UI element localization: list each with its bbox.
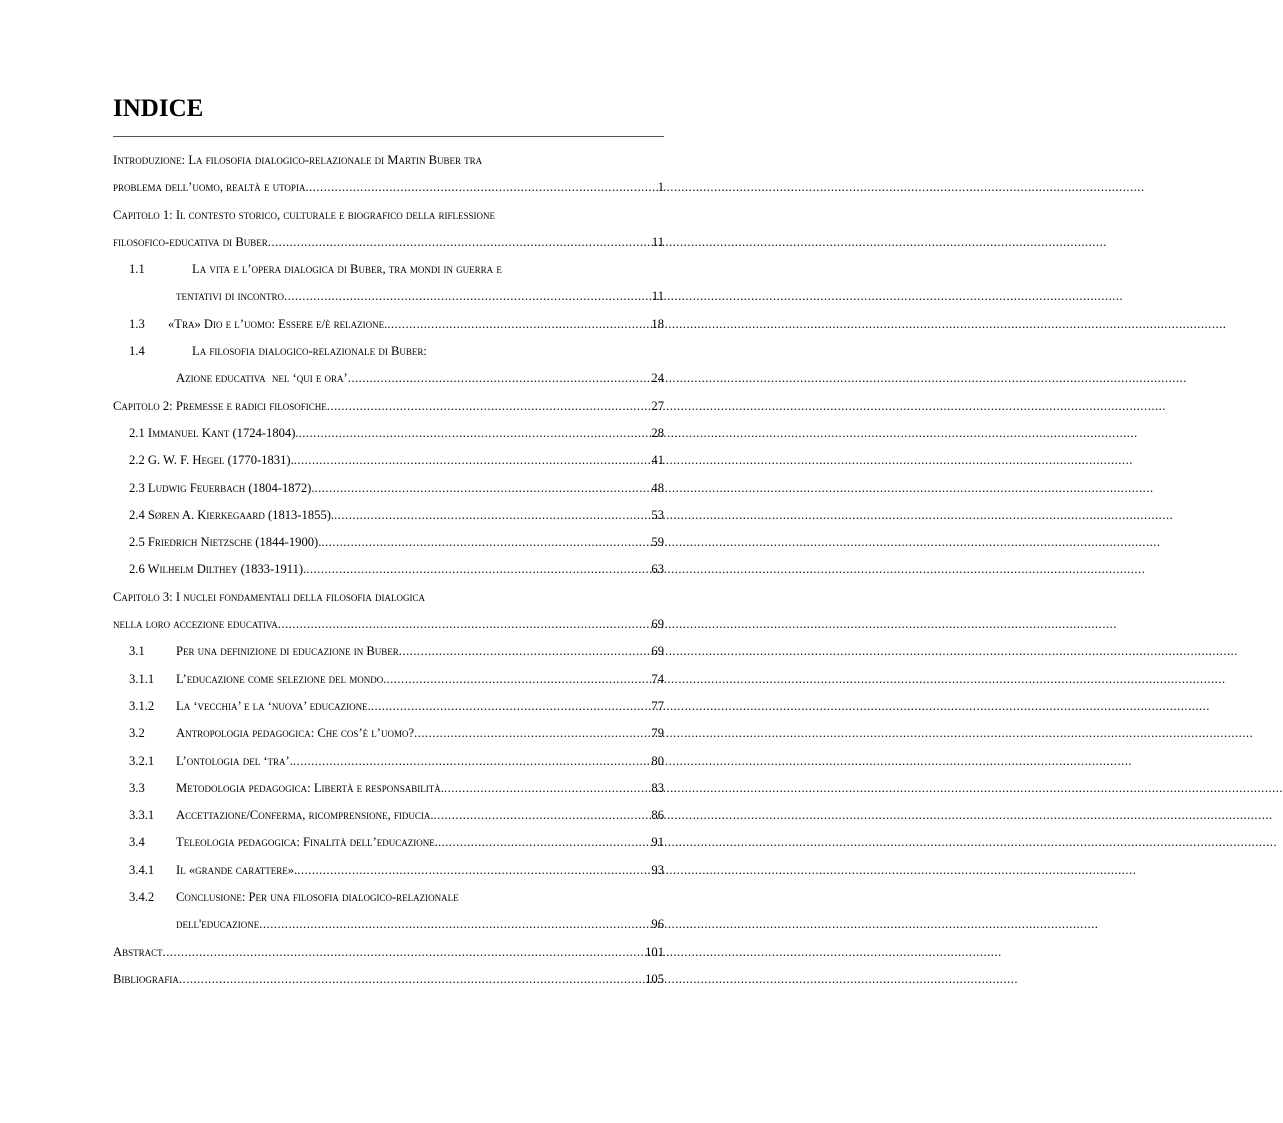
toc-page-number: 53: [651, 507, 664, 522]
toc-entry-1-4[interactable]: [113, 338, 664, 365]
dot-leader: [321, 529, 650, 556]
dot-leader: [294, 447, 651, 474]
toc-entry-3-4[interactable]: [113, 829, 664, 856]
toc-page-number: 105: [645, 971, 664, 986]
dot-leader: [284, 283, 651, 310]
toc-page-number: 80: [651, 753, 664, 768]
toc-entry-capitolo-3-cont[interactable]: [113, 611, 664, 638]
toc-page-number: 69: [651, 644, 664, 659]
toc-entry-capitolo-2[interactable]: [113, 393, 664, 420]
toc-entry-1-1[interactable]: [113, 256, 664, 283]
dot-leader: [179, 966, 644, 993]
toc-section-number: 3.2.1: [129, 753, 155, 768]
toc-page-number: 83: [651, 780, 664, 795]
toc-entry-2-2[interactable]: [113, 447, 664, 474]
toc-entry-text: 2.1 Immanuel Kant (1724-1804).: [129, 425, 299, 440]
toc-entry-capitolo-1-cont[interactable]: [113, 229, 664, 256]
toc-entry-text: Accettazione/Conferma, ricomprensione, fiducia.: [176, 808, 434, 823]
toc-entry-3-3[interactable]: [113, 775, 664, 802]
toc-entry-text: Capitolo 1: Il contesto storico, culturale e biografico della riflessione: [113, 207, 496, 222]
toc-page-number: 101: [645, 944, 664, 959]
toc-entry-text: dell'educazione: [176, 917, 260, 932]
dot-leader: [163, 939, 645, 966]
toc-page-number: 27: [651, 398, 664, 413]
toc-page-number: 63: [651, 562, 664, 577]
document-page: [113, 92, 664, 993]
toc-entry-3-3-1[interactable]: [113, 802, 664, 829]
toc-entry-text: Metodologia pedagogica: Libertà e responsabilità.: [176, 780, 444, 795]
dot-leader: [297, 857, 650, 884]
toc-entry-text: La vita e l’opera dialogica di Buber, tra mondi in guerra e: [192, 262, 502, 277]
toc-entry-2-1[interactable]: [113, 420, 664, 447]
toc-entry-text: Conclusione: Per una filosofia dialogico-relazionale: [176, 890, 459, 905]
toc-entry-1-1-cont[interactable]: [113, 283, 664, 310]
toc-section-number: 3.1.2: [129, 698, 155, 713]
toc-entry-text: filosofico-educativa di Buber: [113, 234, 268, 249]
toc-section-number: 3.3: [129, 780, 145, 795]
toc-page-number: 48: [651, 480, 664, 495]
toc-entry-2-4[interactable]: [113, 502, 664, 529]
toc-page-number: 24: [651, 371, 664, 386]
toc-entry-text: problema dell’uomo, realtà e utopia: [113, 180, 306, 195]
table-of-contents: [113, 147, 664, 993]
toc-entry-text: Capitolo 2: Premesse e radici filosofiche: [113, 398, 327, 413]
toc-entry-text: Bibliografia: [113, 971, 179, 986]
toc-entry-capitolo-1[interactable]: [113, 202, 664, 229]
toc-page-number: 11: [651, 234, 664, 249]
toc-page-number: 86: [651, 808, 664, 823]
toc-section-number: 1.4: [129, 344, 145, 359]
toc-entry-text: La filosofia dialogico-relazionale di Buber:: [192, 344, 427, 359]
dot-leader: [293, 748, 651, 775]
toc-entry-1-3[interactable]: [113, 311, 664, 338]
toc-entry-bibliografia[interactable]: [113, 966, 664, 993]
toc-entry-text: 2.2 G. W. F. Hegel (1770-1831).: [129, 453, 294, 468]
dot-leader: [371, 693, 651, 720]
toc-entry-text: Il «grande carattere».: [176, 862, 298, 877]
dot-leader: [305, 174, 656, 201]
toc-entry-text: tentativi di incontro: [176, 289, 285, 304]
toc-entry-text: Capitolo 3: I nuclei fondamentali della filosofia dialogica: [113, 589, 426, 604]
dot-leader: [259, 911, 650, 938]
dot-leader: [334, 502, 650, 529]
toc-entry-text: La ‘vecchia’ e la ‘nuova’ educazione.: [176, 698, 371, 713]
dot-leader: [399, 638, 651, 665]
toc-section-number: 3.4.2: [129, 890, 155, 905]
dot-leader: [434, 802, 651, 829]
toc-entry-text: nella loro accezione educativa: [113, 617, 278, 632]
toc-entry-2-6[interactable]: [113, 556, 664, 583]
toc-entry-text: 2.3 Ludwig Feuerbach (1804-1872).: [129, 480, 315, 495]
toc-entry-3-2[interactable]: [113, 720, 664, 747]
toc-page-number: 1: [657, 180, 664, 195]
toc-section-number: 3.3.1: [129, 808, 155, 823]
toc-entry-3-4-2[interactable]: [113, 884, 664, 911]
title-divider: [113, 136, 664, 137]
dot-leader: [278, 611, 651, 638]
toc-entry-text: Abstract: [113, 944, 163, 959]
dot-leader: [438, 829, 650, 856]
toc-page-number: 93: [651, 862, 664, 877]
toc-entry-1-4-cont[interactable]: [113, 365, 664, 392]
toc-page-number: 69: [651, 617, 664, 632]
dot-leader: [348, 365, 651, 392]
dot-leader: [414, 720, 650, 747]
toc-page-number: 41: [651, 453, 664, 468]
toc-entry-text: Introduzione: La filosofia dialogico-relazionale di Martin Buber tra: [113, 153, 483, 167]
toc-entry-text: Antropologia pedagogica: Che cos’è l’uomo?: [176, 726, 415, 741]
page-title: INDICE: [113, 95, 204, 122]
toc-page-number: 79: [651, 726, 664, 741]
toc-entry-2-5[interactable]: [113, 529, 664, 556]
toc-page-number: 59: [651, 535, 664, 550]
toc-entry-introduzione-cont[interactable]: [113, 174, 664, 201]
toc-entry-text: Per una definizione di educazione in Buber: [176, 644, 399, 659]
toc-entry-text: L’ontologia del ‘tra’.: [176, 753, 293, 768]
dot-leader: [306, 556, 650, 583]
toc-entry-text: 2.5 Friedrich Nietzsche (1844-1900).: [129, 535, 322, 550]
toc-section-number: 1.1: [129, 262, 145, 277]
toc-entry-text: 2.4 Søren A. Kierkegaard (1813-1855).: [129, 507, 335, 522]
dot-leader: [268, 229, 651, 256]
toc-entry-text: L’educazione come selezione del mondo.: [176, 671, 387, 686]
toc-entry-3-2-1[interactable]: [113, 748, 664, 775]
toc-entry-text: «Tra» Dio e l’uomo: Essere e/è relazione.: [167, 316, 388, 331]
dot-leader: [327, 393, 651, 420]
toc-page-number: 91: [651, 835, 664, 850]
toc-entry-3-1-2[interactable]: [113, 693, 664, 720]
dot-leader: [387, 311, 650, 338]
toc-entry-introduzione[interactable]: [113, 147, 664, 174]
toc-entry-2-3[interactable]: [113, 475, 664, 502]
toc-entry-3-1[interactable]: [113, 638, 664, 665]
toc-page-number: 18: [651, 316, 664, 331]
dot-leader: [386, 666, 650, 693]
toc-entry-3-1-1[interactable]: [113, 666, 664, 693]
dot-leader: [299, 420, 651, 447]
toc-section-number: 3.2: [129, 726, 145, 741]
toc-page-number: 96: [651, 917, 664, 932]
toc-section-number: 3.1.1: [129, 671, 155, 686]
toc-entry-abstract[interactable]: [113, 939, 664, 966]
toc-section-number: 3.1: [129, 644, 145, 659]
toc-entry-3-4-1[interactable]: [113, 857, 664, 884]
toc-page-number: 28: [651, 425, 664, 440]
toc-page-number: 74: [651, 671, 664, 686]
toc-entry-text: 2.6 Wilhelm Dilthey (1833-1911).: [129, 562, 307, 577]
toc-section-number: 3.4: [129, 835, 145, 850]
toc-page-number: 11: [651, 289, 664, 304]
toc-entry-text: Azione educativa nel ‘qui e ora’: [176, 371, 348, 386]
toc-entry-capitolo-3[interactable]: [113, 584, 664, 611]
toc-section-number: 3.4.1: [129, 862, 155, 877]
toc-section-number: 1.3: [129, 316, 145, 331]
toc-entry-text: Teleologia pedagogica: Finalità dell’educazione.: [176, 835, 438, 850]
dot-leader: [444, 775, 650, 802]
dot-leader: [314, 475, 650, 502]
toc-page-number: 77: [651, 698, 664, 713]
toc-entry-3-4-2-cont[interactable]: [113, 911, 664, 938]
